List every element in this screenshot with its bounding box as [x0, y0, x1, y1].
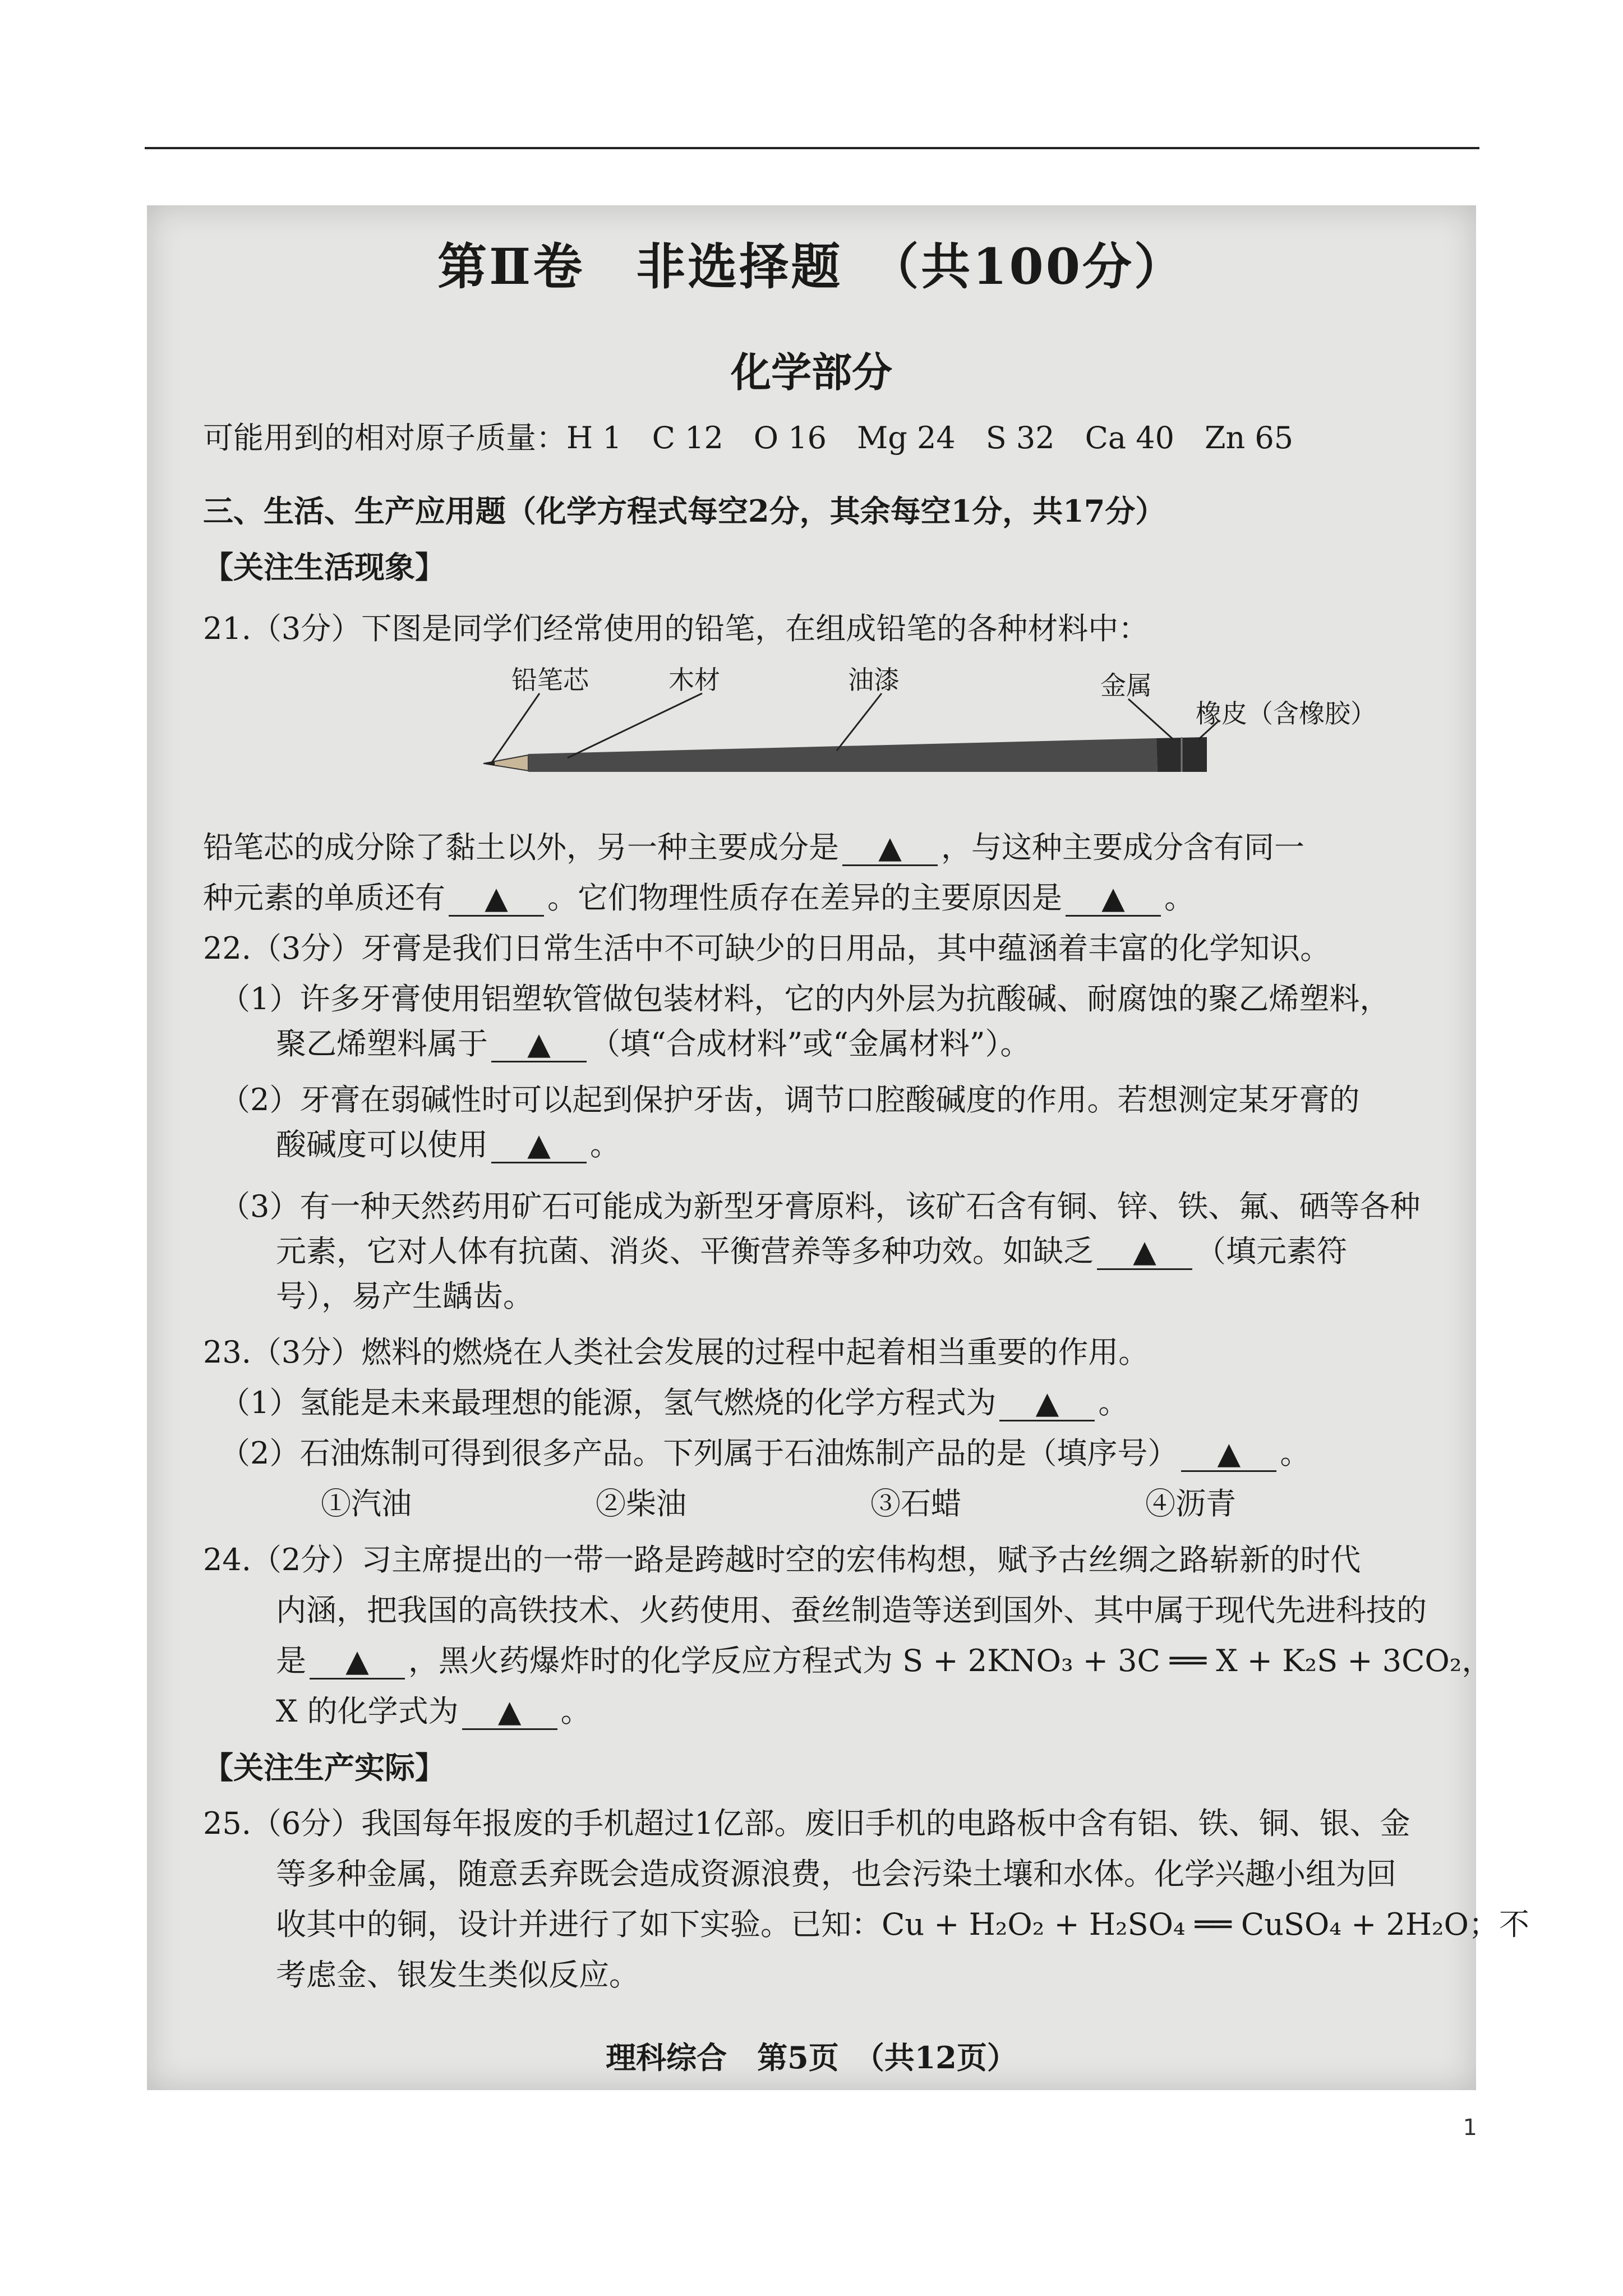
q24-line3-text-b: ，黑火药爆炸时的化学反应方程式为 S + 2KNO₃ + 3C ══ X + K₂S + 3CO₂， — [408, 1643, 1492, 1678]
q25-line4: 考虑金、银发生类似反应。 — [276, 1957, 639, 1993]
q23-option-2: ②柴油 — [596, 1486, 686, 1521]
q25-line3: 收其中的铜，设计并进行了如下实验。已知：Cu + H₂O₂ + H₂SO₄ ══ CuSO₄ + 2H₂O；不 — [276, 1907, 1529, 1942]
q21-line2-text-a: 种元素的单质还有 — [203, 880, 445, 915]
q22-p1-text-b: （填“合成材料”或“金属材料”）。 — [590, 1026, 1031, 1061]
q23-p1 — [220, 1383, 1128, 1423]
q22-p2-line2 — [276, 1125, 620, 1165]
q23-p1-text-a: （1）氢能是未来最理想的能源，氢气燃烧的化学方程式为 — [220, 1385, 997, 1420]
q22-p2-text-b: 。 — [590, 1127, 620, 1162]
q23-stem: 23.（3分）燃料的燃烧在人类社会发展的过程中起着相当重要的作用。 — [203, 1335, 1149, 1370]
q24-line1: 24.（2分）习主席提出的一带一路是跨越时空的宏伟构想，赋予古丝绸之路崭新的时代 — [203, 1542, 1361, 1577]
section-subtitle: 化学部分 — [730, 348, 892, 396]
pencil-figure — [399, 660, 1465, 794]
q23-p2-text-b: 。 — [1280, 1435, 1311, 1471]
q21-stem: 21.（3分）下图是同学们经常使用的铅笔，在组成铅笔的各种材料中： — [203, 611, 1149, 646]
q22-p3-line3: 号），易产生龋齿。 — [276, 1278, 533, 1314]
top-rule — [145, 147, 1479, 149]
q24-line4-text-b: 。 — [560, 1694, 591, 1729]
q23-option-3: ③石蜡 — [870, 1486, 961, 1521]
answer-blank[interactable]: ▲ — [491, 1128, 587, 1163]
answer-blank[interactable]: ▲ — [1097, 1235, 1192, 1270]
pencil-label-paint: 油漆 — [848, 665, 900, 695]
q22-p3-line1: （3）有一种天然药用矿石可能成为新型牙膏原料，该矿石含有铜、锌、铁、氟、硒等各种 — [220, 1189, 1421, 1224]
answer-blank[interactable]: ▲ — [310, 1644, 405, 1680]
q22-stem: 22.（3分）牙膏是我们日常生活中不可缺少的日用品，其中蕴涵着丰富的化学知识。 — [203, 931, 1331, 966]
answer-blank[interactable]: ▲ — [1066, 881, 1161, 917]
page-number: 1 — [1463, 2115, 1477, 2141]
q22-p3-text-b: （填元素符 — [1196, 1234, 1347, 1269]
q23-option-1: ①汽油 — [321, 1486, 412, 1521]
q21-line2 — [203, 878, 1195, 918]
q24-line3 — [276, 1641, 1492, 1681]
q22-p3-text-a: 元素，它对人体有抗菌、消炎、平衡营养等多种功效。如缺乏 — [276, 1234, 1094, 1269]
atomic-masses: 可能用到的相对原子质量：H 1 C 12 O 16 Mg 24 S 32 Ca 40 Zn 65 — [203, 420, 1294, 455]
q23-option-4: ④沥青 — [1145, 1486, 1236, 1521]
answer-blank[interactable]: ▲ — [462, 1695, 557, 1730]
q21-line1-text-a: 铅笔芯的成分除了黏土以外，另一种主要成分是 — [203, 830, 839, 865]
pencil-label-lead: 铅笔芯 — [511, 665, 589, 695]
pencil-label-wood: 木材 — [668, 665, 720, 695]
q23-p1-text-b: 。 — [1098, 1385, 1129, 1420]
exam-page-scan — [147, 205, 1529, 2090]
page-footer: 理科综合 第5页 （共12页） — [606, 2040, 1017, 2076]
q24-line4-text-a: X 的化学式为 — [276, 1694, 459, 1729]
pencil-label-eraser: 橡皮（含橡胶） — [1196, 698, 1376, 729]
q21-line2-text-c: 。 — [1164, 880, 1195, 915]
q23-p2 — [220, 1434, 1310, 1473]
q22-p2-text-a: 酸碱度可以使用 — [276, 1127, 488, 1162]
q24-line4 — [276, 1692, 591, 1731]
q21-line1 — [203, 828, 1304, 867]
answer-blank[interactable]: ▲ — [491, 1027, 587, 1062]
page-title: 第Ⅱ卷 非选择题 （共100分） — [437, 237, 1186, 296]
answer-blank[interactable]: ▲ — [449, 881, 544, 917]
q21-line2-text-b: 。它们物理性质存在差异的主要原因是 — [547, 880, 1062, 915]
q22-p1-line2 — [276, 1024, 1030, 1064]
focus-life-heading: 【关注生活现象】 — [203, 549, 445, 585]
q21-line1-text-b: ，与这种主要成分含有同一 — [941, 830, 1304, 865]
q22-p3-line2 — [276, 1232, 1347, 1271]
pencil-label-metal: 金属 — [1100, 670, 1152, 701]
answer-blank[interactable]: ▲ — [1181, 1437, 1276, 1472]
q22-p2-line1: （2）牙膏在弱碱性时可以起到保护牙齿，调节口腔酸碱度的作用。若想测定某牙膏的 — [220, 1082, 1360, 1117]
q22-p1-text-a: 聚乙烯塑料属于 — [276, 1026, 488, 1061]
section-heading: 三、生活、生产应用题（化学方程式每空2分，其余每空1分，共17分） — [203, 493, 1166, 529]
pencil-drawing — [399, 660, 1465, 794]
answer-blank[interactable]: ▲ — [842, 831, 938, 866]
q22-p1-line1: （1）许多牙膏使用铝塑软管做包装材料，它的内外层为抗酸碱、耐腐蚀的聚乙烯塑料， — [220, 981, 1390, 1016]
q23-p2-text-a: （2）石油炼制可得到很多产品。下列属于石油炼制产品的是（填序号） — [220, 1435, 1178, 1471]
q25-line1: 25.（6分）我国每年报废的手机超过1亿部。废旧手机的电路板中含有铝、铁、铜、银、金 — [203, 1806, 1410, 1841]
focus-production-heading: 【关注生产实际】 — [203, 1750, 445, 1786]
q24-line3-text-a: 是 — [276, 1643, 306, 1678]
q25-line2: 等多种金属，随意丢弃既会造成资源浪费，也会污染土壤和水体。化学兴趣小组为回 — [276, 1856, 1396, 1892]
q24-line2: 内涵，把我国的高铁技术、火药使用、蚕丝制造等送到国外、其中属于现代先进科技的 — [276, 1593, 1427, 1628]
answer-blank[interactable]: ▲ — [999, 1386, 1095, 1421]
